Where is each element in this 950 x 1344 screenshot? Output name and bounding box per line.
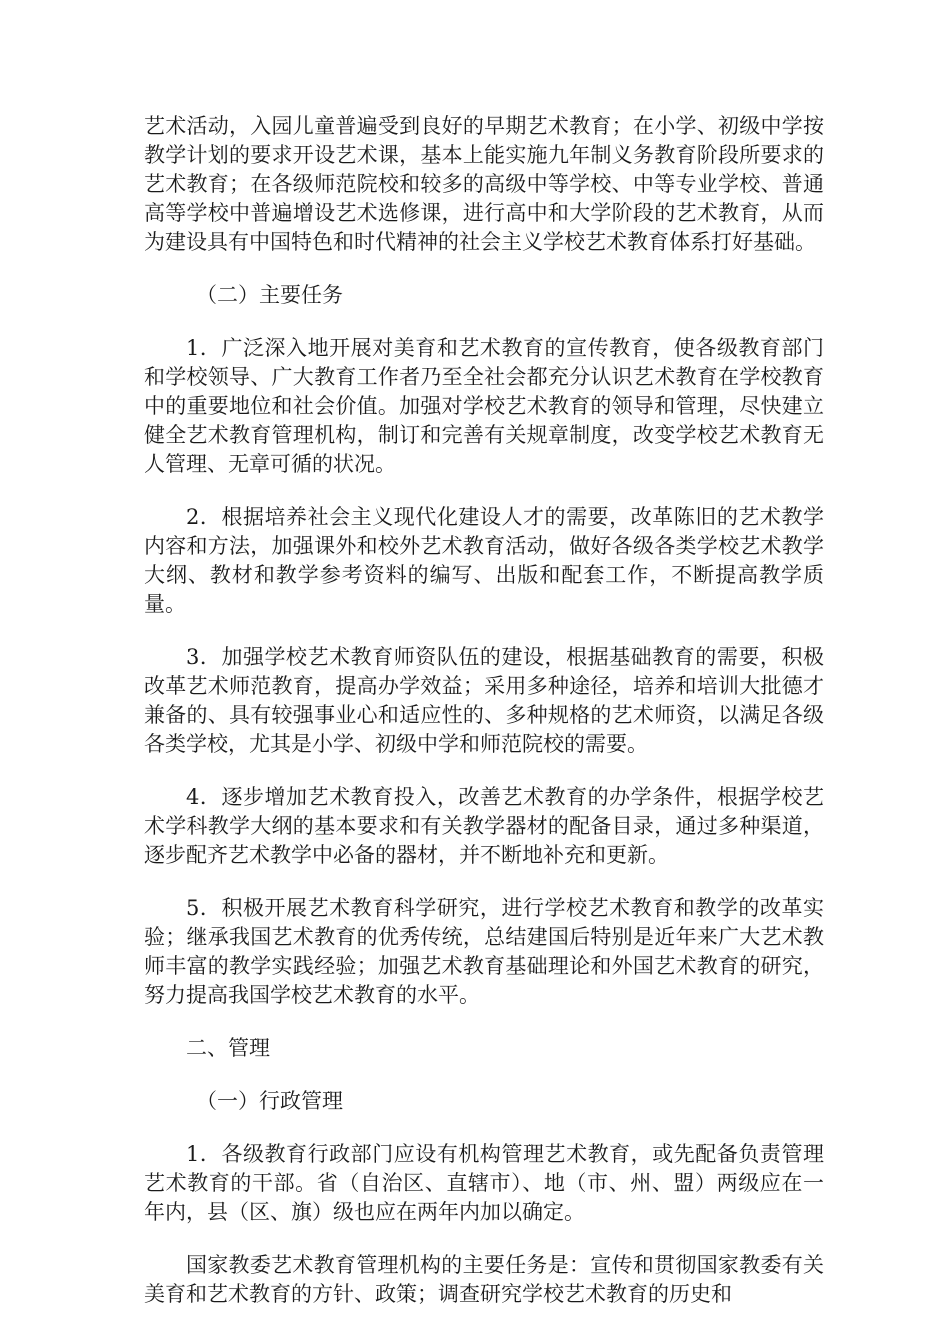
- paragraph-intro-continued: 艺术活动，入园儿童普遍受到良好的早期艺术教育；在小学、初级中学按教学计划的要求开设艺术课，基本上能实施九年制义务教育阶段所要求的艺术教育；在各级师范院校和较多的高级中等学校、中等专业学校、普通高等学校中普遍增设艺术选修课，进行高中和大学阶段的艺术教育，从而为建设具有中国特色和时代精神的社会主义学校艺术教育体系打好基础。: [144, 114, 824, 254]
- paragraph-task-5: 5．积极开展艺术教育科学研究，进行学校艺术教育和教学的改革实验；继承我国艺术教育的优秀传统，总结建国后特别是近年来广大艺术教师丰富的教学实践经验；加强艺术教育基础理论和外国艺术教育的研究，努力提高我国学校艺术教育的水平。: [144, 896, 824, 1007]
- document-page: [144, 112, 824, 1333]
- paragraph-task-4: 4．逐步增加艺术教育投入，改善艺术教育的办学条件，根据学校艺术学科教学大纲的基本要求和有关教学器材的配备目录，通过多种渠道，逐步配齐艺术教学中必备的器材，并不断地补充和更新。: [144, 785, 824, 867]
- paragraph-task-2: 2．根据培养社会主义现代化建设人才的需要，改革陈旧的艺术教学内容和方法，加强课外和校外艺术教育活动，做好各级各类学校艺术教学大纲、教材和教学参考资料的编写、出版和配套工作，不断提高教学质量。: [144, 505, 824, 616]
- paragraph-task-1: 1．广泛深入地开展对美育和艺术教育的宣传教育，使各级教育部门和学校领导、广大教育工作者乃至全社会都充分认识艺术教育在学校教育中的重要地位和社会价值。加强对学校艺术教育的领导和管理，尽快建立健全艺术教育管理机构，制订和完善有关规章制度，改变学校艺术教育无人管理、无章可循的状况。: [144, 336, 824, 476]
- section-heading-administrative-management: （一）行政管理: [196, 1089, 343, 1113]
- paragraph-task-3: 3．加强学校艺术教育师资队伍的建设，根据基础教育的需要，积极改革艺术师范教育，提高办学效益；采用多种途径，培养和培训大批德才兼备的、具有较强事业心和适应性的、多种规格的艺术师资，以满足各级各类学校，尤其是小学、初级中学和师范院校的需要。: [144, 645, 824, 756]
- paragraph-national-committee: 国家教委艺术教育管理机构的主要任务是：宣传和贯彻国家教委有关美育和艺术教育的方针、政策；调查研究学校艺术教育的历史和: [144, 1253, 824, 1306]
- section-heading-main-tasks: （二）主要任务: [196, 283, 343, 307]
- paragraph-admin-1: 1．各级教育行政部门应设有机构管理艺术教育，或先配备负责管理艺术教育的干部。省（自治区、直辖市）、地（市、州、盟）两级应在一年内，县（区、旗）级也应在两年内加以确定。: [144, 1142, 824, 1224]
- section-heading-management: 二、管理: [186, 1036, 270, 1060]
